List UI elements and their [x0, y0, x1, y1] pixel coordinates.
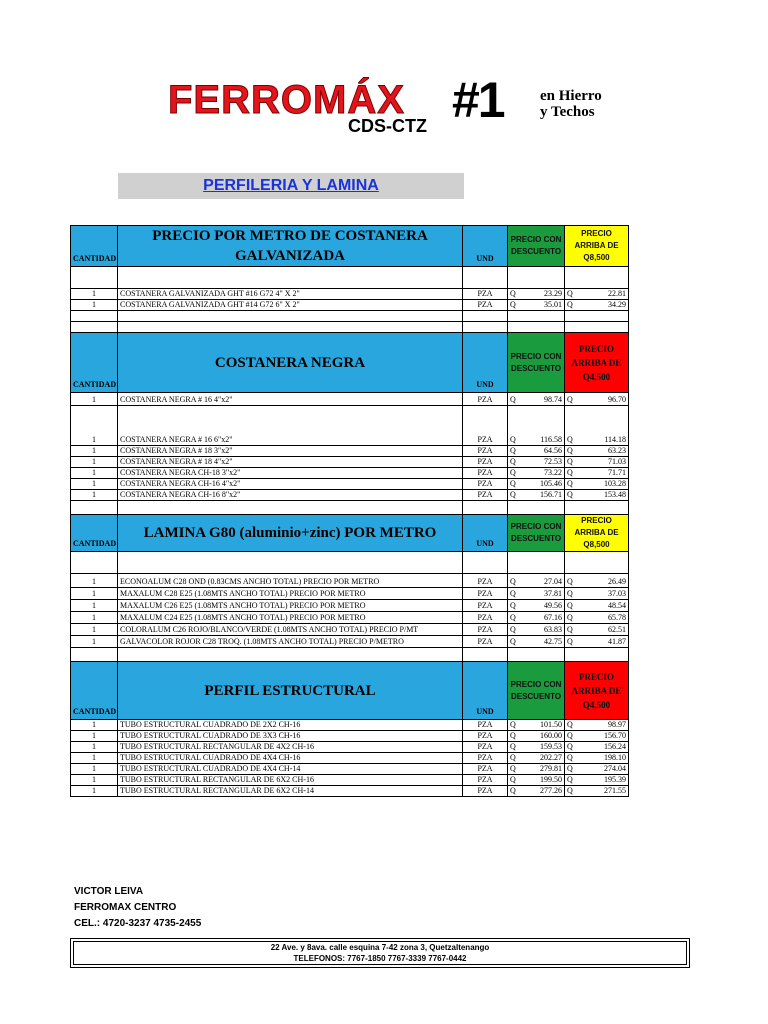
currency-symbol: [508, 648, 519, 662]
row-unit: [463, 322, 508, 333]
currency-symbol: Q: [508, 742, 519, 753]
row-discount-price: 101.50: [519, 720, 565, 731]
currency-symbol: Q: [508, 406, 519, 446]
column-header-quantity: CANTIDAD: [71, 333, 118, 393]
row-bulk-price: 114.18: [576, 406, 629, 446]
row-quantity: 1: [71, 406, 118, 446]
table-row: [71, 600, 629, 612]
row-discount-price: 105.46: [519, 479, 565, 490]
row-description: [118, 267, 463, 289]
row-unit: PZA: [463, 468, 508, 479]
row-discount-price: 49.56: [519, 600, 565, 612]
currency-symbol: Q: [565, 636, 576, 648]
row-quantity: 1: [71, 720, 118, 731]
currency-symbol: Q: [508, 775, 519, 786]
table-row: [71, 457, 629, 468]
table-row: [71, 612, 629, 624]
row-bulk-price: [576, 501, 629, 515]
section-header: [71, 515, 629, 552]
currency-symbol: Q: [565, 624, 576, 636]
row-bulk-price: 98.97: [576, 720, 629, 731]
row-description: MAXALUM C26 E25 (1.08MTS ANCHO TOTAL) PRECIO POR METRO: [118, 600, 463, 612]
table-row: [71, 300, 629, 311]
row-description: [118, 322, 463, 333]
column-header-discount-price: PRECIO CON DESCUENTO: [508, 333, 565, 393]
table-row: [71, 311, 629, 322]
row-unit: [463, 501, 508, 515]
row-unit: PZA: [463, 289, 508, 300]
row-bulk-price: 62.51: [576, 624, 629, 636]
row-unit: [463, 267, 508, 289]
currency-symbol: Q: [565, 406, 576, 446]
section-title: COSTANERA NEGRA: [118, 333, 463, 393]
logo-tagline-line-2: y Techos: [540, 104, 595, 120]
row-bulk-price: 96.70: [576, 393, 629, 406]
row-bulk-price: 22.81: [576, 289, 629, 300]
row-discount-price: [519, 322, 565, 333]
footer-inner: [73, 941, 687, 965]
currency-symbol: Q: [565, 479, 576, 490]
column-header-bulk-price: PRECIO ARRIBA DE Q4,500: [565, 662, 629, 720]
row-unit: PZA: [463, 457, 508, 468]
row-bulk-price: 41.87: [576, 636, 629, 648]
row-quantity: 1: [71, 574, 118, 588]
row-discount-price: 98.74: [519, 393, 565, 406]
currency-symbol: Q: [508, 612, 519, 624]
logo-tagline-line-1: en Hierro: [540, 88, 602, 104]
currency-symbol: Q: [508, 300, 519, 311]
row-unit: PZA: [463, 764, 508, 775]
row-discount-price: 199.50: [519, 775, 565, 786]
row-bulk-price: 274.04: [576, 764, 629, 775]
table-row: [71, 574, 629, 588]
row-unit: PZA: [463, 753, 508, 764]
table-row: [71, 624, 629, 636]
row-unit: PZA: [463, 490, 508, 501]
table-row: [71, 446, 629, 457]
row-discount-price: 156.71: [519, 490, 565, 501]
row-discount-price: [519, 267, 565, 289]
currency-symbol: Q: [508, 468, 519, 479]
row-unit: PZA: [463, 742, 508, 753]
currency-symbol: Q: [565, 742, 576, 753]
row-unit: PZA: [463, 720, 508, 731]
row-bulk-price: [576, 311, 629, 322]
row-description: TUBO ESTRUCTURAL RECTANGULAR DE 6X2 CH-16: [118, 775, 463, 786]
row-bulk-price: 26.49: [576, 574, 629, 588]
row-description: MAXALUM C28 E25 (1.08MTS ANCHO TOTAL) PRECIO POR METRO: [118, 588, 463, 600]
row-description: COSTANERA GALVANIZADA GHT #16 G72 4" X 2": [118, 289, 463, 300]
row-quantity: 1: [71, 624, 118, 636]
column-header-discount-price: PRECIO CON DESCUENTO: [508, 662, 565, 720]
row-unit: [463, 552, 508, 574]
column-header-unit: UND: [463, 662, 508, 720]
row-quantity: 1: [71, 600, 118, 612]
currency-symbol: Q: [565, 775, 576, 786]
row-description: COSTANERA GALVANIZADA GHT #14 G72 6" X 2": [118, 300, 463, 311]
row-bulk-price: 271.55: [576, 786, 629, 797]
table-row: [71, 501, 629, 515]
currency-symbol: Q: [565, 490, 576, 501]
currency-symbol: Q: [508, 289, 519, 300]
currency-symbol: Q: [508, 720, 519, 731]
row-quantity: 1: [71, 742, 118, 753]
currency-symbol: [508, 267, 519, 289]
row-discount-price: 202.27: [519, 753, 565, 764]
row-discount-price: 277.26: [519, 786, 565, 797]
row-description: [118, 552, 463, 574]
row-quantity: [71, 322, 118, 333]
currency-symbol: Q: [565, 393, 576, 406]
table-row: [71, 490, 629, 501]
table-row: [71, 786, 629, 797]
table-row: [71, 588, 629, 600]
row-description: TUBO ESTRUCTURAL CUADRADO DE 3X3 CH-16: [118, 731, 463, 742]
row-description: COSTANERA NEGRA CH-18 3"x2": [118, 468, 463, 479]
column-header-unit: UND: [463, 333, 508, 393]
column-header-unit: UND: [463, 515, 508, 552]
currency-symbol: [565, 501, 576, 515]
column-header-bulk-price: PRECIO ARRIBA DE Q8,500: [565, 515, 629, 552]
row-quantity: [71, 648, 118, 662]
contact-block: [74, 884, 201, 932]
row-bulk-price: 34.29: [576, 300, 629, 311]
row-description: TUBO ESTRUCTURAL RECTANGULAR DE 4X2 CH-16: [118, 742, 463, 753]
table-row: [71, 393, 629, 406]
currency-symbol: Q: [565, 600, 576, 612]
row-discount-price: [519, 552, 565, 574]
row-quantity: 1: [71, 457, 118, 468]
column-header-discount-price: PRECIO CON DESCUENTO: [508, 226, 565, 267]
row-description: COLORALUM C26 ROJO/BLANCO/VERDE (1.08MTS ANCHO TOTAL) PRECIO P/MT: [118, 624, 463, 636]
row-quantity: 1: [71, 490, 118, 501]
table-row: [71, 552, 629, 574]
row-discount-price: 160.00: [519, 731, 565, 742]
row-bulk-price: 48.54: [576, 600, 629, 612]
row-unit: [463, 648, 508, 662]
row-bulk-price: [576, 322, 629, 333]
row-discount-price: 37.81: [519, 588, 565, 600]
currency-symbol: Q: [508, 753, 519, 764]
row-quantity: 1: [71, 588, 118, 600]
currency-symbol: [565, 267, 576, 289]
currency-symbol: [508, 552, 519, 574]
currency-symbol: Q: [565, 457, 576, 468]
column-header-quantity: CANTIDAD: [71, 515, 118, 552]
table-row: [71, 753, 629, 764]
row-quantity: 1: [71, 731, 118, 742]
row-quantity: 1: [71, 393, 118, 406]
row-unit: PZA: [463, 786, 508, 797]
row-description: COSTANERA NEGRA # 18 3"x2": [118, 446, 463, 457]
row-quantity: 1: [71, 468, 118, 479]
footer-box: [70, 938, 690, 968]
column-header-unit: UND: [463, 226, 508, 267]
currency-symbol: [508, 311, 519, 322]
currency-symbol: [508, 501, 519, 515]
logo-brand: FERROMÁX: [168, 78, 405, 122]
row-quantity: 1: [71, 786, 118, 797]
currency-symbol: [508, 322, 519, 333]
row-description: COSTANERA NEGRA # 18 4"x2": [118, 457, 463, 468]
row-discount-price: [519, 311, 565, 322]
contact-company: FERROMAX CENTRO: [74, 902, 177, 913]
row-unit: PZA: [463, 300, 508, 311]
table-row: [71, 322, 629, 333]
row-unit: PZA: [463, 393, 508, 406]
row-bulk-price: 195.39: [576, 775, 629, 786]
row-description: [118, 311, 463, 322]
currency-symbol: Q: [565, 468, 576, 479]
row-description: ECONOALUM C28 OND (0.83CMS ANCHO TOTAL) PRECIO POR METRO: [118, 574, 463, 588]
row-description: COSTANERA NEGRA CH-16 8"x2": [118, 490, 463, 501]
currency-symbol: Q: [508, 636, 519, 648]
logo-subtitle: CDS-CTZ: [348, 116, 427, 136]
row-unit: PZA: [463, 446, 508, 457]
currency-symbol: Q: [508, 624, 519, 636]
table-row: [71, 289, 629, 300]
page-title: PERFILERIA Y LAMINA: [203, 177, 379, 194]
column-header-discount-price: PRECIO CON DESCUENTO: [508, 515, 565, 552]
row-quantity: 1: [71, 612, 118, 624]
row-description: TUBO ESTRUCTURAL RECTANGULAR DE 6X2 CH-14: [118, 786, 463, 797]
section-title: PERFIL ESTRUCTURAL: [118, 662, 463, 720]
currency-symbol: Q: [508, 574, 519, 588]
currency-symbol: Q: [565, 588, 576, 600]
row-quantity: [71, 311, 118, 322]
row-discount-price: 42.75: [519, 636, 565, 648]
currency-symbol: Q: [565, 289, 576, 300]
row-discount-price: 27.04: [519, 574, 565, 588]
row-unit: PZA: [463, 624, 508, 636]
currency-symbol: [565, 311, 576, 322]
row-bulk-price: 71.71: [576, 468, 629, 479]
currency-symbol: Q: [565, 612, 576, 624]
row-bulk-price: 103.28: [576, 479, 629, 490]
table-row: [71, 648, 629, 662]
row-bulk-price: 156.24: [576, 742, 629, 753]
currency-symbol: Q: [508, 393, 519, 406]
footer-phones: TELEFONOS: 7767-1850 7767-3339 7767-0442: [293, 954, 467, 963]
table-row: [71, 775, 629, 786]
row-quantity: 1: [71, 446, 118, 457]
price-table: [70, 225, 629, 797]
table-row: [71, 468, 629, 479]
currency-symbol: [565, 552, 576, 574]
section-title: PRECIO POR METRO DE COSTANERA GALVANIZADA: [118, 226, 463, 267]
row-quantity: 1: [71, 764, 118, 775]
table-row: [71, 267, 629, 289]
row-description: TUBO ESTRUCTURAL CUADRADO DE 4X4 CH-16: [118, 753, 463, 764]
section-header: [71, 662, 629, 720]
currency-symbol: Q: [508, 490, 519, 501]
row-discount-price: 116.58: [519, 406, 565, 446]
currency-symbol: [565, 648, 576, 662]
page-title-box: [118, 173, 464, 199]
row-quantity: [71, 501, 118, 515]
row-unit: PZA: [463, 636, 508, 648]
row-description: TUBO ESTRUCTURAL CUADRADO DE 4X4 CH-14: [118, 764, 463, 775]
row-bulk-price: 156.70: [576, 731, 629, 742]
row-discount-price: 73.22: [519, 468, 565, 479]
logo-number: #1: [452, 72, 504, 128]
row-quantity: 1: [71, 775, 118, 786]
table-row: [71, 406, 629, 446]
section-header: [71, 333, 629, 393]
row-quantity: 1: [71, 753, 118, 764]
row-discount-price: 279.81: [519, 764, 565, 775]
row-bulk-price: 71.03: [576, 457, 629, 468]
table-row: [71, 720, 629, 731]
row-quantity: 1: [71, 479, 118, 490]
row-unit: PZA: [463, 612, 508, 624]
row-description: MAXALUM C24 E25 (1.08MTS ANCHO TOTAL) PRECIO POR METRO: [118, 612, 463, 624]
row-discount-price: [519, 648, 565, 662]
row-quantity: 1: [71, 289, 118, 300]
table-row: [71, 636, 629, 648]
contact-name: VICTOR LEIVA: [74, 886, 144, 897]
row-quantity: 1: [71, 636, 118, 648]
currency-symbol: Q: [508, 786, 519, 797]
row-unit: PZA: [463, 479, 508, 490]
currency-symbol: Q: [565, 720, 576, 731]
ferromax-logo: [168, 72, 648, 140]
currency-symbol: Q: [508, 457, 519, 468]
table-row: [71, 479, 629, 490]
table-row: [71, 731, 629, 742]
row-discount-price: 23.29: [519, 289, 565, 300]
row-quantity: [71, 552, 118, 574]
column-header-bulk-price: PRECIO ARRIBA DE Q8,500: [565, 226, 629, 267]
row-discount-price: 159.53: [519, 742, 565, 753]
row-discount-price: [519, 501, 565, 515]
column-header-quantity: CANTIDAD: [71, 226, 118, 267]
section-title: LAMINA G80 (aluminio+zinc) POR METRO: [118, 515, 463, 552]
row-bulk-price: 198.10: [576, 753, 629, 764]
table-row: [71, 742, 629, 753]
row-unit: PZA: [463, 775, 508, 786]
row-unit: PZA: [463, 731, 508, 742]
currency-symbol: Q: [508, 731, 519, 742]
row-discount-price: 35.01: [519, 300, 565, 311]
footer-address: 22 Ave. y 8ava. calle esquina 7-42 zona 3, Quetzaltenango: [270, 943, 490, 952]
currency-symbol: Q: [508, 588, 519, 600]
row-discount-price: 64.56: [519, 446, 565, 457]
row-discount-price: 72.53: [519, 457, 565, 468]
currency-symbol: Q: [565, 574, 576, 588]
row-description: [118, 501, 463, 515]
row-description: COSTANERA NEGRA CH-16 4"x2": [118, 479, 463, 490]
row-unit: PZA: [463, 600, 508, 612]
row-unit: [463, 311, 508, 322]
row-bulk-price: [576, 267, 629, 289]
currency-symbol: Q: [565, 786, 576, 797]
currency-symbol: Q: [565, 753, 576, 764]
section-header: [71, 226, 629, 267]
row-description: COSTANERA NEGRA # 16 6"x2": [118, 406, 463, 446]
row-bulk-price: 153.48: [576, 490, 629, 501]
currency-symbol: Q: [508, 764, 519, 775]
row-bulk-price: 37.03: [576, 588, 629, 600]
row-bulk-price: 65.78: [576, 612, 629, 624]
row-bulk-price: [576, 648, 629, 662]
currency-symbol: Q: [565, 300, 576, 311]
row-quantity: 1: [71, 300, 118, 311]
column-header-quantity: CANTIDAD: [71, 662, 118, 720]
row-bulk-price: 63.23: [576, 446, 629, 457]
currency-symbol: Q: [565, 731, 576, 742]
row-unit: PZA: [463, 406, 508, 446]
currency-symbol: Q: [565, 764, 576, 775]
currency-symbol: [565, 322, 576, 333]
currency-symbol: Q: [508, 446, 519, 457]
row-description: [118, 648, 463, 662]
table-row: [71, 764, 629, 775]
currency-symbol: Q: [508, 479, 519, 490]
row-description: GALVACOLOR ROJOR C28 TROQ. (1.08MTS ANCHO TOTAL) PRECIO P/METRO: [118, 636, 463, 648]
row-bulk-price: [576, 552, 629, 574]
logo-tagline: [540, 88, 602, 120]
row-description: TUBO ESTRUCTURAL CUADRADO DE 2X2 CH-16: [118, 720, 463, 731]
row-quantity: [71, 267, 118, 289]
row-description: COSTANERA NEGRA # 16 4"x2": [118, 393, 463, 406]
row-unit: PZA: [463, 588, 508, 600]
currency-symbol: Q: [508, 600, 519, 612]
row-discount-price: 63.83: [519, 624, 565, 636]
row-discount-price: 67.16: [519, 612, 565, 624]
column-header-bulk-price: PRECIO ARRIBA DE Q4,500: [565, 333, 629, 393]
contact-phone: CEL.: 4720-3237 4735-2455: [74, 918, 202, 929]
row-unit: PZA: [463, 574, 508, 588]
currency-symbol: Q: [565, 446, 576, 457]
